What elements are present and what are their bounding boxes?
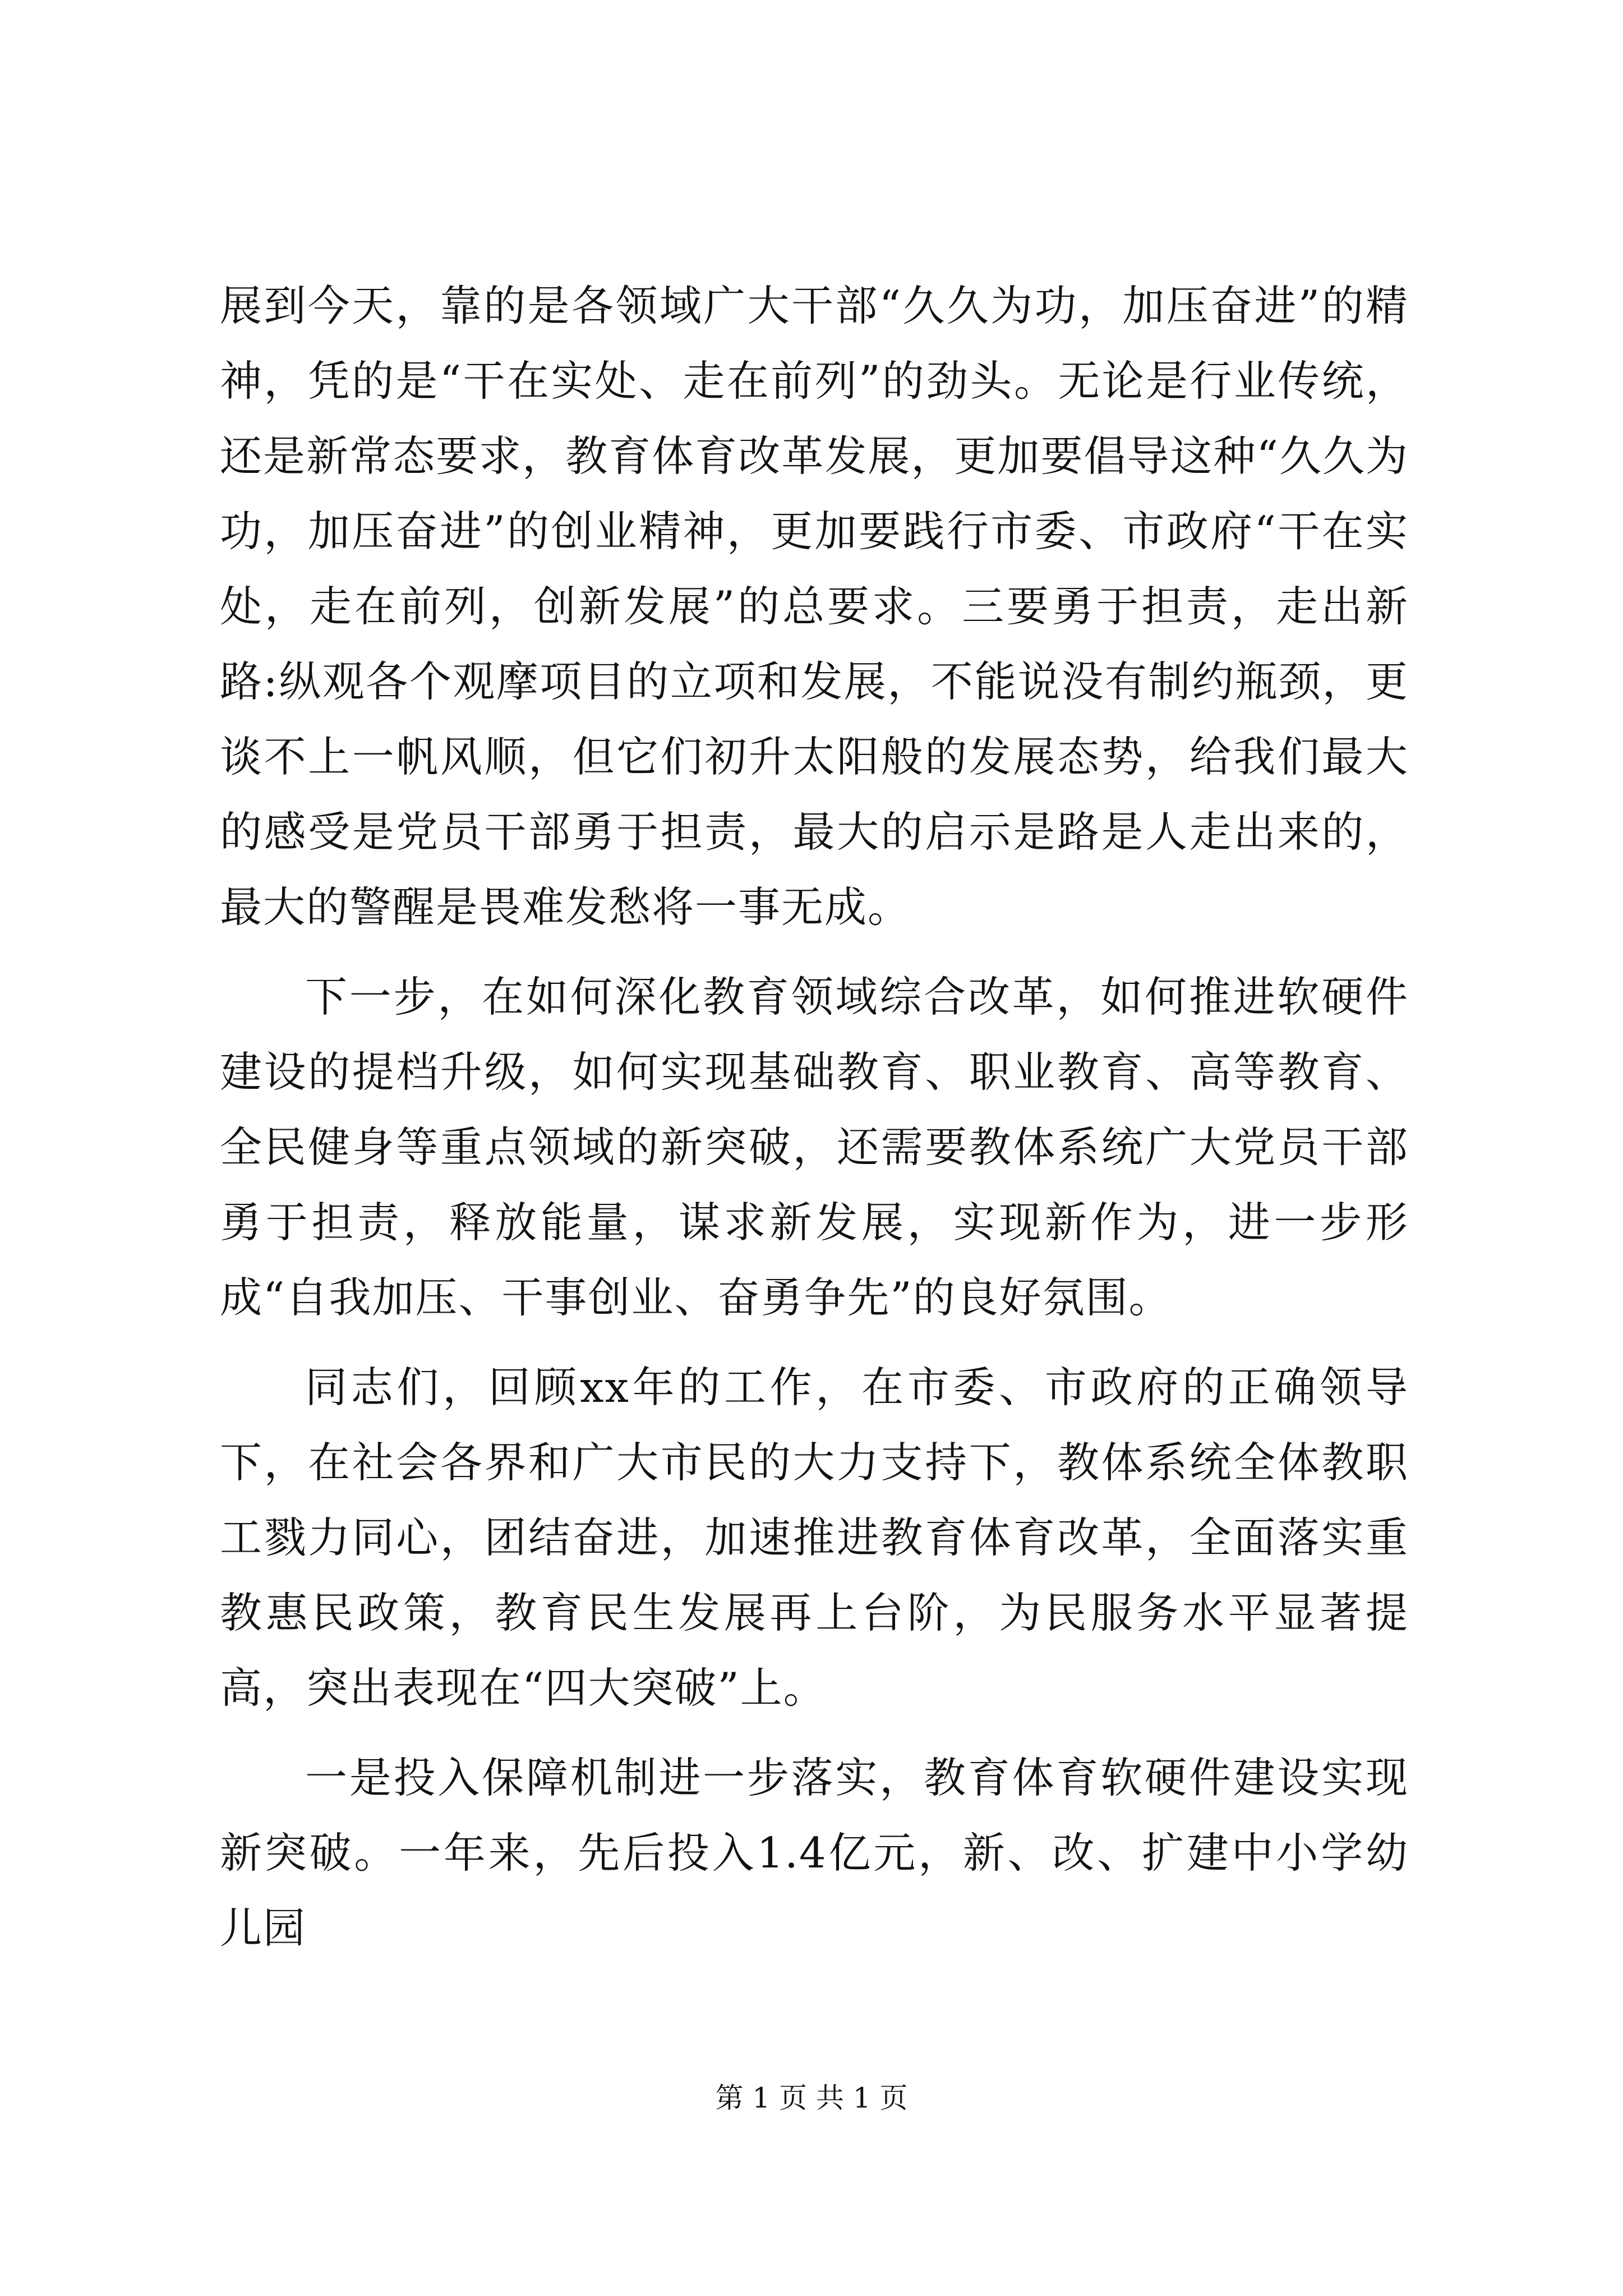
paragraph-review: 同志们，回顾xx年的工作，在市委、市政府的正确领导下，在社会各界和广大市民的大力支持下，教体系统全体教职工戮力同心，团结奋进，加速推进教育体育改革，全面落实重教惠民政策，教育民生发展再上台阶，为民服务水平显著提高，突出表现在“四大突破”上。 [220,1363,1409,1713]
paragraph-breakthrough-one: 一是投入保障机制进一步落实，教育体育软硬件建设实现新突破。一年来，先后投入1.4亿元，新、改、扩建中小学幼儿园 [220,1753,1409,1953]
paragraph-continuation: 展到今天，靠的是各领域广大干部“久久为功，加压奋进”的精神，凭的是“干在实处、走在前列”的劲头。无论是行业传统，还是新常态要求，教育体育改革发展，更加要倡导这种“久久为功，加压奋进”的创业精神，更加要践行市委、市政府“干在实处，走在前列，创新发展”的总要求。三要勇于担责，走出新路:纵观各个观摩项目的立项和发展，不能说没有制约瓶颈，更谈不上一帆风顺，但它们初升太阳般的发展态势，给我们最大的感受是党员干部勇于担责，最大的启示是路是人走出来的，最大的警醒是畏难发愁将一事无成。 [220,281,1409,932]
document-body [220,268,1409,1980]
paragraph-next-steps: 下一步，在如何深化教育领域综合改革，如何推进软硬件建设的提档升级，如何实现基础教育、职业教育、高等教育、全民健身等重点领域的新突破，还需要教体系统广大党员干部勇于担责，释放能量，谋求新发展，实现新作为，进一步形成“自我加压、干事创业、奋勇争先”的良好氛围。 [220,972,1409,1322]
page-footer: 第 1 页 共 1 页 [715,2082,908,2114]
